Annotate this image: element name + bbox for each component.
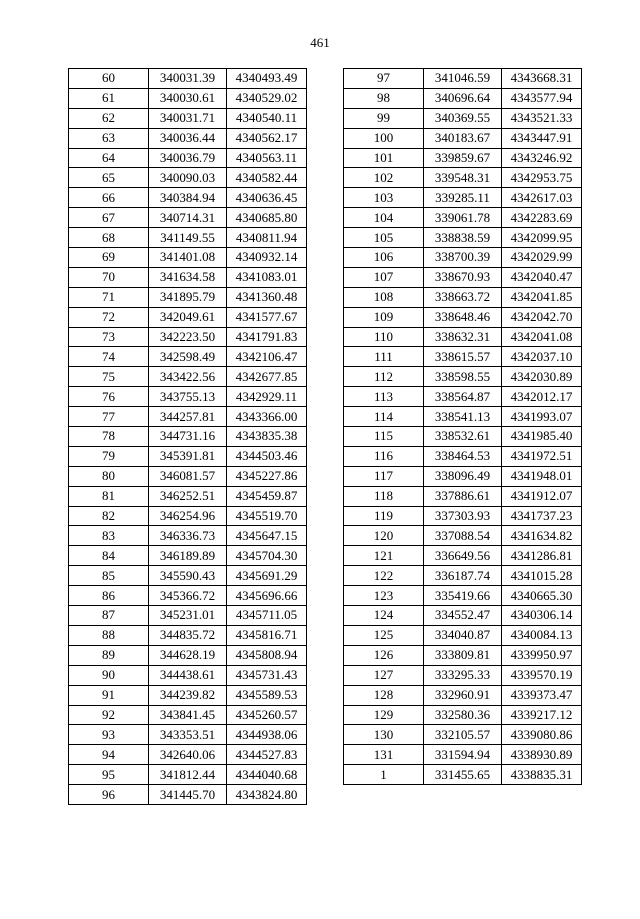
- table-row: [69, 625, 307, 645]
- point-number-cell: 70: [69, 267, 149, 287]
- point-number-cell: 119: [344, 506, 424, 526]
- y-coordinate-cell: 4340811.94: [227, 228, 307, 248]
- y-coordinate-cell: 4340493.49: [227, 69, 307, 89]
- table-row: [344, 387, 582, 407]
- point-number-cell: 101: [344, 148, 424, 168]
- table-row: [344, 88, 582, 108]
- point-number-cell: 129: [344, 705, 424, 725]
- x-coordinate-cell: 344257.81: [149, 407, 227, 427]
- table-row: [69, 148, 307, 168]
- x-coordinate-cell: 344731.16: [149, 427, 227, 447]
- x-coordinate-cell: 341634.58: [149, 267, 227, 287]
- table-row: [344, 566, 582, 586]
- x-coordinate-cell: 339548.31: [424, 168, 502, 188]
- x-coordinate-cell: 341401.08: [149, 248, 227, 268]
- point-number-cell: 65: [69, 168, 149, 188]
- point-number-cell: 93: [69, 725, 149, 745]
- table-row: [344, 705, 582, 725]
- table-row: [344, 248, 582, 268]
- point-number-cell: 72: [69, 307, 149, 327]
- x-coordinate-cell: 338838.59: [424, 228, 502, 248]
- point-number-cell: 60: [69, 69, 149, 89]
- x-coordinate-cell: 337886.61: [424, 486, 502, 506]
- x-coordinate-cell: 345391.81: [149, 446, 227, 466]
- point-number-cell: 103: [344, 188, 424, 208]
- x-coordinate-cell: 338632.31: [424, 327, 502, 347]
- point-number-cell: 105: [344, 228, 424, 248]
- point-number-cell: 109: [344, 307, 424, 327]
- point-number-cell: 90: [69, 665, 149, 685]
- point-number-cell: 98: [344, 88, 424, 108]
- table-row: [69, 248, 307, 268]
- table-row: [69, 486, 307, 506]
- point-number-cell: 85: [69, 566, 149, 586]
- y-coordinate-cell: 4344503.46: [227, 446, 307, 466]
- point-number-cell: 121: [344, 546, 424, 566]
- y-coordinate-cell: 4343246.92: [502, 148, 582, 168]
- y-coordinate-cell: 4340582.44: [227, 168, 307, 188]
- y-coordinate-cell: 4342029.99: [502, 248, 582, 268]
- y-coordinate-cell: 4345816.71: [227, 625, 307, 645]
- point-number-cell: 74: [69, 347, 149, 367]
- x-coordinate-cell: 338541.13: [424, 407, 502, 427]
- x-coordinate-cell: 346081.57: [149, 466, 227, 486]
- x-coordinate-cell: 339285.11: [424, 188, 502, 208]
- point-number-cell: 81: [69, 486, 149, 506]
- x-coordinate-cell: 338670.93: [424, 267, 502, 287]
- x-coordinate-cell: 333295.33: [424, 665, 502, 685]
- y-coordinate-cell: 4345704.30: [227, 546, 307, 566]
- y-coordinate-cell: 4341634.82: [502, 526, 582, 546]
- y-coordinate-cell: 4340563.11: [227, 148, 307, 168]
- table-row: [344, 466, 582, 486]
- x-coordinate-cell: 341895.79: [149, 287, 227, 307]
- y-coordinate-cell: 4341791.83: [227, 327, 307, 347]
- y-coordinate-cell: 4340529.02: [227, 88, 307, 108]
- y-coordinate-cell: 4342040.47: [502, 267, 582, 287]
- table-row: [344, 347, 582, 367]
- x-coordinate-cell: 340036.79: [149, 148, 227, 168]
- table-row: [69, 168, 307, 188]
- point-number-cell: 128: [344, 685, 424, 705]
- table-row: [69, 785, 307, 805]
- y-coordinate-cell: 4340562.17: [227, 128, 307, 148]
- table-row: [344, 267, 582, 287]
- table-row: [344, 327, 582, 347]
- y-coordinate-cell: 4342677.85: [227, 367, 307, 387]
- y-coordinate-cell: 4342283.69: [502, 208, 582, 228]
- table-row: [69, 765, 307, 785]
- x-coordinate-cell: 346336.73: [149, 526, 227, 546]
- x-coordinate-cell: 345366.72: [149, 586, 227, 606]
- y-coordinate-cell: 4340084.13: [502, 625, 582, 645]
- table-row: [344, 606, 582, 626]
- x-coordinate-cell: 340031.39: [149, 69, 227, 89]
- y-coordinate-cell: 4342030.89: [502, 367, 582, 387]
- x-coordinate-cell: 341445.70: [149, 785, 227, 805]
- point-number-cell: 75: [69, 367, 149, 387]
- x-coordinate-cell: 338700.39: [424, 248, 502, 268]
- x-coordinate-cell: 337088.54: [424, 526, 502, 546]
- y-coordinate-cell: 4343366.00: [227, 407, 307, 427]
- point-number-cell: 94: [69, 745, 149, 765]
- point-number-cell: 63: [69, 128, 149, 148]
- y-coordinate-cell: 4341015.28: [502, 566, 582, 586]
- point-number-cell: 64: [69, 148, 149, 168]
- y-coordinate-cell: 4340306.14: [502, 606, 582, 626]
- x-coordinate-cell: 331594.94: [424, 745, 502, 765]
- y-coordinate-cell: 4339950.97: [502, 645, 582, 665]
- table-row: [69, 407, 307, 427]
- x-coordinate-cell: 341046.59: [424, 69, 502, 89]
- table-row: [69, 69, 307, 89]
- table-row: [69, 267, 307, 287]
- table-row: [69, 327, 307, 347]
- x-coordinate-cell: 343755.13: [149, 387, 227, 407]
- point-number-cell: 97: [344, 69, 424, 89]
- point-number-cell: 91: [69, 685, 149, 705]
- x-coordinate-cell: 342049.61: [149, 307, 227, 327]
- y-coordinate-cell: 4341737.23: [502, 506, 582, 526]
- table-row: [69, 108, 307, 128]
- x-coordinate-cell: 342640.06: [149, 745, 227, 765]
- table-row: [344, 745, 582, 765]
- y-coordinate-cell: 4345711.05: [227, 606, 307, 626]
- y-coordinate-cell: 4341972.51: [502, 446, 582, 466]
- y-coordinate-cell: 4345227.86: [227, 466, 307, 486]
- point-number-cell: 82: [69, 506, 149, 526]
- y-coordinate-cell: 4341948.01: [502, 466, 582, 486]
- y-coordinate-cell: 4342041.85: [502, 287, 582, 307]
- x-coordinate-cell: 340696.64: [424, 88, 502, 108]
- x-coordinate-cell: 332960.91: [424, 685, 502, 705]
- table-row: [344, 407, 582, 427]
- point-number-cell: 73: [69, 327, 149, 347]
- point-number-cell: 76: [69, 387, 149, 407]
- x-coordinate-cell: 336649.56: [424, 546, 502, 566]
- y-coordinate-cell: 4339217.12: [502, 705, 582, 725]
- y-coordinate-cell: 4345808.94: [227, 645, 307, 665]
- y-coordinate-cell: 4342106.47: [227, 347, 307, 367]
- point-number-cell: 131: [344, 745, 424, 765]
- point-number-cell: 1: [344, 765, 424, 785]
- x-coordinate-cell: 342598.49: [149, 347, 227, 367]
- table-row: [344, 148, 582, 168]
- x-coordinate-cell: 345231.01: [149, 606, 227, 626]
- table-row: [344, 665, 582, 685]
- x-coordinate-cell: 340369.55: [424, 108, 502, 128]
- table-row: [69, 745, 307, 765]
- point-number-cell: 86: [69, 586, 149, 606]
- y-coordinate-cell: 4343447.91: [502, 128, 582, 148]
- x-coordinate-cell: 339859.67: [424, 148, 502, 168]
- point-number-cell: 126: [344, 645, 424, 665]
- x-coordinate-cell: 338663.72: [424, 287, 502, 307]
- y-coordinate-cell: 4342012.17: [502, 387, 582, 407]
- point-number-cell: 122: [344, 566, 424, 586]
- y-coordinate-cell: 4340540.11: [227, 108, 307, 128]
- table-row: [69, 446, 307, 466]
- x-coordinate-cell: 334552.47: [424, 606, 502, 626]
- x-coordinate-cell: 334040.87: [424, 625, 502, 645]
- y-coordinate-cell: 4340932.14: [227, 248, 307, 268]
- x-coordinate-cell: 341812.44: [149, 765, 227, 785]
- x-coordinate-cell: 338532.61: [424, 427, 502, 447]
- x-coordinate-cell: 338096.49: [424, 466, 502, 486]
- table-row: [344, 108, 582, 128]
- y-coordinate-cell: 4344527.83: [227, 745, 307, 765]
- x-coordinate-cell: 344438.61: [149, 665, 227, 685]
- table-row: [69, 506, 307, 526]
- table-row: [344, 168, 582, 188]
- point-number-cell: 61: [69, 88, 149, 108]
- table-row: [69, 188, 307, 208]
- y-coordinate-cell: 4341993.07: [502, 407, 582, 427]
- table-row: [69, 88, 307, 108]
- point-number-cell: 69: [69, 248, 149, 268]
- x-coordinate-cell: 340031.71: [149, 108, 227, 128]
- point-number-cell: 106: [344, 248, 424, 268]
- point-number-cell: 66: [69, 188, 149, 208]
- y-coordinate-cell: 4343521.33: [502, 108, 582, 128]
- table-row: [344, 69, 582, 89]
- table-row: [344, 427, 582, 447]
- x-coordinate-cell: 340183.67: [424, 128, 502, 148]
- point-number-cell: 99: [344, 108, 424, 128]
- point-number-cell: 124: [344, 606, 424, 626]
- y-coordinate-cell: 4338835.31: [502, 765, 582, 785]
- table-row: [344, 307, 582, 327]
- y-coordinate-cell: 4345731.43: [227, 665, 307, 685]
- x-coordinate-cell: 338464.53: [424, 446, 502, 466]
- table-row: [69, 546, 307, 566]
- y-coordinate-cell: 4345459.87: [227, 486, 307, 506]
- x-coordinate-cell: 338648.46: [424, 307, 502, 327]
- point-number-cell: 127: [344, 665, 424, 685]
- table-row: [69, 665, 307, 685]
- table-row: [344, 208, 582, 228]
- point-number-cell: 113: [344, 387, 424, 407]
- table-row: [69, 725, 307, 745]
- y-coordinate-cell: 4341912.07: [502, 486, 582, 506]
- x-coordinate-cell: 343353.51: [149, 725, 227, 745]
- y-coordinate-cell: 4342953.75: [502, 168, 582, 188]
- point-number-cell: 117: [344, 466, 424, 486]
- point-number-cell: 67: [69, 208, 149, 228]
- point-number-cell: 107: [344, 267, 424, 287]
- y-coordinate-cell: 4340685.80: [227, 208, 307, 228]
- point-number-cell: 62: [69, 108, 149, 128]
- table-row: [69, 705, 307, 725]
- y-coordinate-cell: 4341286.81: [502, 546, 582, 566]
- table-row: [69, 586, 307, 606]
- x-coordinate-cell: 340384.94: [149, 188, 227, 208]
- x-coordinate-cell: 333809.81: [424, 645, 502, 665]
- point-number-cell: 116: [344, 446, 424, 466]
- coordinates-table-right: [343, 68, 582, 785]
- point-number-cell: 120: [344, 526, 424, 546]
- y-coordinate-cell: 4343577.94: [502, 88, 582, 108]
- x-coordinate-cell: 346254.96: [149, 506, 227, 526]
- x-coordinate-cell: 336187.74: [424, 566, 502, 586]
- y-coordinate-cell: 4344938.06: [227, 725, 307, 745]
- table-row: [69, 307, 307, 327]
- x-coordinate-cell: 344239.82: [149, 685, 227, 705]
- y-coordinate-cell: 4341577.67: [227, 307, 307, 327]
- y-coordinate-cell: 4341360.48: [227, 287, 307, 307]
- point-number-cell: 88: [69, 625, 149, 645]
- point-number-cell: 71: [69, 287, 149, 307]
- table-row: [344, 546, 582, 566]
- point-number-cell: 80: [69, 466, 149, 486]
- table-row: [344, 526, 582, 546]
- y-coordinate-cell: 4345647.15: [227, 526, 307, 546]
- y-coordinate-cell: 4342037.10: [502, 347, 582, 367]
- table-row: [69, 128, 307, 148]
- table-row: [69, 466, 307, 486]
- table-row: [344, 625, 582, 645]
- table-row: [344, 287, 582, 307]
- x-coordinate-cell: 346252.51: [149, 486, 227, 506]
- point-number-cell: 114: [344, 407, 424, 427]
- x-coordinate-cell: 338598.55: [424, 367, 502, 387]
- x-coordinate-cell: 340030.61: [149, 88, 227, 108]
- x-coordinate-cell: 345590.43: [149, 566, 227, 586]
- y-coordinate-cell: 4341083.01: [227, 267, 307, 287]
- point-number-cell: 79: [69, 446, 149, 466]
- table-row: [69, 427, 307, 447]
- table-row: [69, 347, 307, 367]
- y-coordinate-cell: 4339080.86: [502, 725, 582, 745]
- table-row: [69, 208, 307, 228]
- point-number-cell: 84: [69, 546, 149, 566]
- y-coordinate-cell: 4342929.11: [227, 387, 307, 407]
- y-coordinate-cell: 4342099.95: [502, 228, 582, 248]
- point-number-cell: 104: [344, 208, 424, 228]
- x-coordinate-cell: 332580.36: [424, 705, 502, 725]
- x-coordinate-cell: 346189.89: [149, 546, 227, 566]
- table-row: [344, 586, 582, 606]
- point-number-cell: 110: [344, 327, 424, 347]
- point-number-cell: 125: [344, 625, 424, 645]
- table-row: [344, 128, 582, 148]
- x-coordinate-cell: 343422.56: [149, 367, 227, 387]
- x-coordinate-cell: 341149.55: [149, 228, 227, 248]
- y-coordinate-cell: 4343824.80: [227, 785, 307, 805]
- table-row: [69, 606, 307, 626]
- x-coordinate-cell: 342223.50: [149, 327, 227, 347]
- x-coordinate-cell: 338564.87: [424, 387, 502, 407]
- table-row: [69, 566, 307, 586]
- x-coordinate-cell: 340714.31: [149, 208, 227, 228]
- x-coordinate-cell: 343841.45: [149, 705, 227, 725]
- y-coordinate-cell: 4342617.03: [502, 188, 582, 208]
- table-row: [344, 506, 582, 526]
- y-coordinate-cell: 4339373.47: [502, 685, 582, 705]
- table-row: [344, 367, 582, 387]
- y-coordinate-cell: 4344040.68: [227, 765, 307, 785]
- coordinates-table-left: [68, 68, 307, 805]
- point-number-cell: 130: [344, 725, 424, 745]
- x-coordinate-cell: 340090.03: [149, 168, 227, 188]
- table-row: [344, 725, 582, 745]
- table-row: [69, 645, 307, 665]
- point-number-cell: 108: [344, 287, 424, 307]
- point-number-cell: 115: [344, 427, 424, 447]
- point-number-cell: 112: [344, 367, 424, 387]
- table-row: [69, 387, 307, 407]
- point-number-cell: 78: [69, 427, 149, 447]
- y-coordinate-cell: 4338930.89: [502, 745, 582, 765]
- y-coordinate-cell: 4345696.66: [227, 586, 307, 606]
- x-coordinate-cell: 338615.57: [424, 347, 502, 367]
- x-coordinate-cell: 332105.57: [424, 725, 502, 745]
- page-number: 461: [310, 35, 330, 50]
- y-coordinate-cell: 4342042.70: [502, 307, 582, 327]
- point-number-cell: 96: [69, 785, 149, 805]
- point-number-cell: 111: [344, 347, 424, 367]
- table-row: [344, 188, 582, 208]
- x-coordinate-cell: 340036.44: [149, 128, 227, 148]
- point-number-cell: 118: [344, 486, 424, 506]
- x-coordinate-cell: 337303.93: [424, 506, 502, 526]
- table-row: [344, 228, 582, 248]
- table-row: [69, 367, 307, 387]
- point-number-cell: 95: [69, 765, 149, 785]
- y-coordinate-cell: 4340636.45: [227, 188, 307, 208]
- y-coordinate-cell: 4341985.40: [502, 427, 582, 447]
- table-row: [69, 526, 307, 546]
- table-row: [69, 228, 307, 248]
- y-coordinate-cell: 4339570.19: [502, 665, 582, 685]
- point-number-cell: 87: [69, 606, 149, 626]
- y-coordinate-cell: 4345589.53: [227, 685, 307, 705]
- point-number-cell: 89: [69, 645, 149, 665]
- x-coordinate-cell: 331455.65: [424, 765, 502, 785]
- point-number-cell: 92: [69, 705, 149, 725]
- y-coordinate-cell: 4340665.30: [502, 586, 582, 606]
- y-coordinate-cell: 4342041.08: [502, 327, 582, 347]
- point-number-cell: 100: [344, 128, 424, 148]
- x-coordinate-cell: 344835.72: [149, 625, 227, 645]
- x-coordinate-cell: 339061.78: [424, 208, 502, 228]
- y-coordinate-cell: 4345691.29: [227, 566, 307, 586]
- table-row: [344, 645, 582, 665]
- point-number-cell: 83: [69, 526, 149, 546]
- table-row: [69, 287, 307, 307]
- point-number-cell: 102: [344, 168, 424, 188]
- y-coordinate-cell: 4345519.70: [227, 506, 307, 526]
- y-coordinate-cell: 4345260.57: [227, 705, 307, 725]
- point-number-cell: 77: [69, 407, 149, 427]
- point-number-cell: 68: [69, 228, 149, 248]
- y-coordinate-cell: 4343668.31: [502, 69, 582, 89]
- x-coordinate-cell: 335419.66: [424, 586, 502, 606]
- table-row: [344, 446, 582, 466]
- table-row: [344, 486, 582, 506]
- table-row: [344, 765, 582, 785]
- x-coordinate-cell: 344628.19: [149, 645, 227, 665]
- point-number-cell: 123: [344, 586, 424, 606]
- table-row: [69, 685, 307, 705]
- table-row: [344, 685, 582, 705]
- y-coordinate-cell: 4343835.38: [227, 427, 307, 447]
